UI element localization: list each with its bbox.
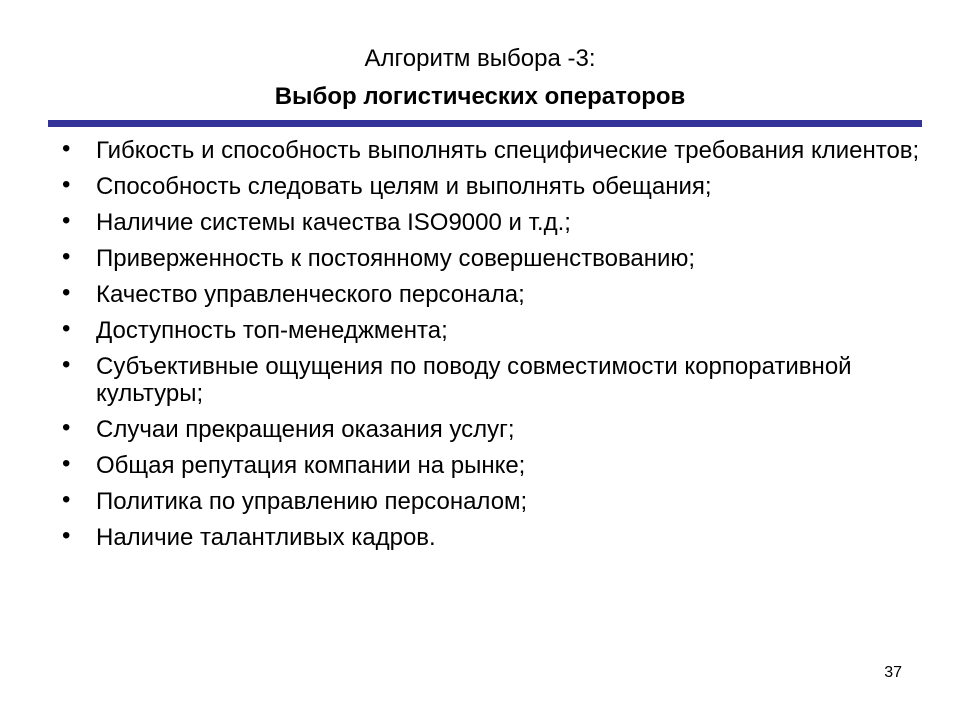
- bullet-item: [62, 173, 922, 200]
- bullet-item: [62, 245, 922, 272]
- bullet-text: Общая репутация компании на рынке;: [96, 452, 526, 479]
- bullet-item: [62, 524, 922, 551]
- bullet-text: Способность следовать целям и выполнять обещания;: [96, 173, 712, 200]
- bullet-dot-icon: •: [62, 279, 71, 306]
- page-number: 37: [884, 664, 902, 681]
- bullet-text: Случаи прекращения оказания услуг;: [96, 416, 515, 443]
- bullet-dot-icon: •: [62, 522, 71, 549]
- bullet-item: [62, 353, 922, 407]
- bullet-dot-icon: •: [62, 171, 71, 198]
- bullet-text: Наличие талантливых кадров.: [96, 524, 436, 551]
- bullet-dot-icon: •: [62, 351, 71, 378]
- bullet-text: Политика по управлению персоналом;: [96, 488, 528, 515]
- bullet-item: [62, 452, 922, 479]
- bullet-dot-icon: •: [62, 243, 71, 270]
- bullet-dot-icon: •: [62, 135, 71, 162]
- bullet-item: [62, 137, 922, 164]
- bullet-dot-icon: •: [62, 450, 71, 477]
- title-divider: [48, 120, 922, 127]
- bullet-item: [62, 416, 922, 443]
- bullet-text: Приверженность к постоянному совершенствованию;: [96, 245, 696, 272]
- slide-subtitle: Выбор логистических операторов: [274, 83, 686, 110]
- bullet-text: Качество управленческого персонала;: [96, 281, 525, 308]
- bullet-dot-icon: •: [62, 414, 71, 441]
- bullet-text: Гибкость и способность выполнять специфические требования клиентов;: [96, 137, 920, 164]
- bullet-text: Наличие системы качества ISO9000 и т.д.;: [96, 209, 571, 236]
- bullet-dot-icon: •: [62, 315, 71, 342]
- slide-title: Алгоритм выбора -3:: [364, 45, 596, 72]
- bullet-dot-icon: •: [62, 207, 71, 234]
- bullet-text: Субъективные ощущения по поводу совместимости корпоративной культуры;: [96, 353, 852, 407]
- bullet-item: [62, 317, 922, 344]
- bullet-dot-icon: •: [62, 486, 71, 513]
- bullet-item: [62, 488, 922, 515]
- bullet-list: [62, 137, 922, 560]
- bullet-item: [62, 281, 922, 308]
- bullet-text: Доступность топ-менеджмента;: [96, 317, 448, 344]
- bullet-item: [62, 209, 922, 236]
